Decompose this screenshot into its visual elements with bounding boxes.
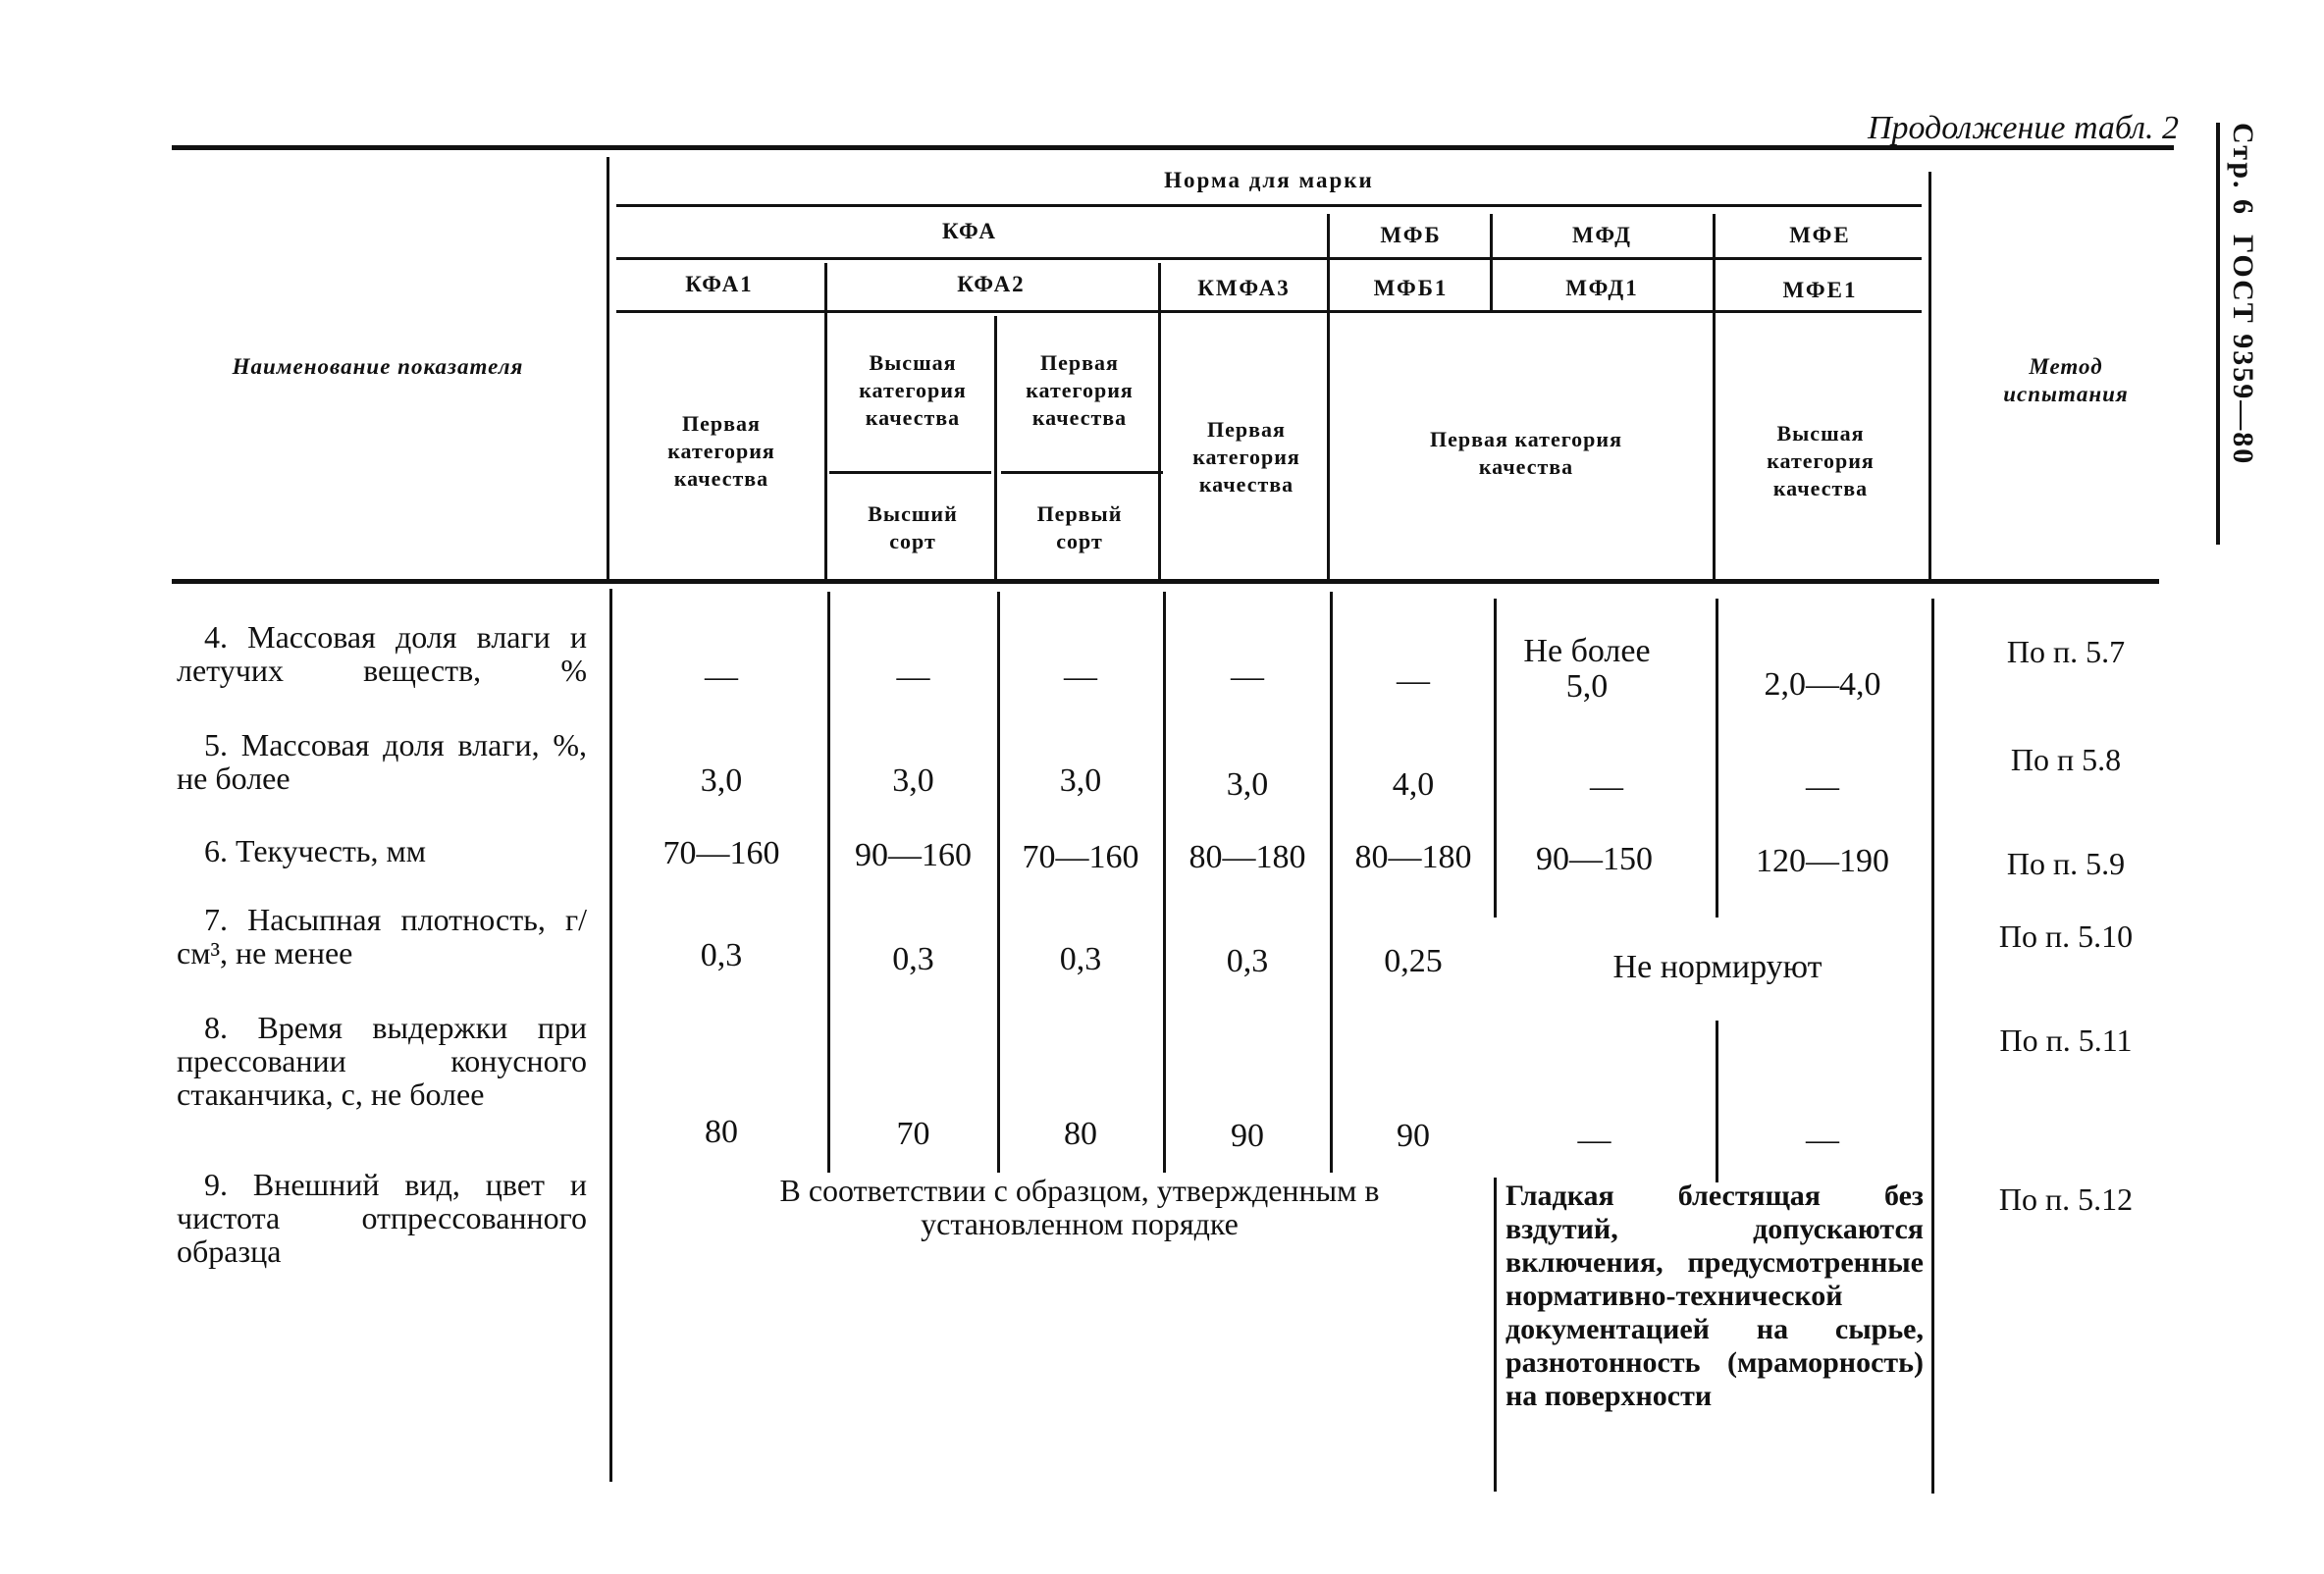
sort-kfa2-higher: Высший сорт — [868, 501, 958, 553]
row-4-value-mfb1: — — [1397, 662, 1430, 699]
row-6-value-mfb1: 80—180 — [1354, 839, 1472, 875]
row-7-name — [177, 903, 587, 970]
row-5-value-kfa2-b: 3,0 — [1059, 762, 1102, 799]
row-6-value-kfa2-b: 70—160 — [1022, 839, 1139, 875]
row-7-name-text: 7. Насыпная плотность, г/см³, не менее — [177, 902, 587, 971]
header-name-column: Наименование показателя — [232, 354, 524, 379]
sort-kfa2-first: Первый сорт — [1036, 501, 1123, 553]
row-6-value-kfa1: 70—160 — [662, 835, 780, 871]
category-kmfa3: Первая категория качества — [1192, 417, 1300, 497]
group-mfe: МФЕ — [1789, 223, 1851, 247]
row-5-name — [177, 728, 587, 795]
row-8-value-kfa2-b: 80 — [1064, 1116, 1097, 1152]
row-5-value-mfb1: 4,0 — [1392, 766, 1435, 803]
row-6-name-text: 6. Текучесть, мм — [204, 833, 426, 868]
row-4-value-mfd1: Не более 5,0 — [1523, 633, 1651, 705]
vline-kmfa3-mfb — [1327, 214, 1330, 579]
vline-mfd-mfe — [1713, 214, 1716, 579]
group-kfa: КФА — [942, 219, 997, 243]
row-9-method: По п. 5.12 — [1998, 1181, 2134, 1217]
row-7-value-kmfa3: 0,3 — [1226, 943, 1269, 979]
row-4-value-kfa2-b: — — [1064, 658, 1097, 695]
body-vline-method — [1931, 599, 1934, 1494]
rule-under-groups — [616, 257, 1922, 260]
category-kfa2-higher: Высшая категория качества — [859, 350, 967, 430]
rule-kfa2-b-split — [1001, 471, 1163, 474]
row-5-value-mfd1: — — [1590, 768, 1623, 805]
vline-name — [607, 157, 609, 579]
row-6-method: По п. 5.9 — [2006, 846, 2126, 881]
row-6-value-mfd1: 90—150 — [1536, 841, 1653, 877]
row-5-value-mfe1: — — [1806, 768, 1839, 805]
body-vline-4 — [1330, 592, 1333, 1173]
mark-mfb1: МФБ1 — [1373, 276, 1449, 300]
row-4-value-kmfa3: — — [1231, 658, 1264, 695]
row-7-value-mfb1: 0,25 — [1384, 943, 1443, 979]
category-kfa1: Первая категория качества — [667, 411, 775, 491]
row-6-value-kfa2-a: 90—160 — [855, 837, 972, 873]
vline-method — [1928, 172, 1931, 579]
rule-under-marks — [616, 310, 1922, 313]
side-standard: ГОСТ 9359—80 — [2227, 235, 2259, 466]
mark-kfa1: КФА1 — [685, 272, 754, 296]
vline-mfb-mfd — [1490, 214, 1493, 312]
row-8-name — [177, 1011, 587, 1111]
body-vline-6-top — [1716, 599, 1718, 918]
row-5-value-kmfa3: 3,0 — [1226, 766, 1269, 803]
mark-kmfa3: КМФА3 — [1197, 276, 1291, 300]
side-page-label — [2226, 123, 2259, 554]
body-vline-name — [609, 589, 612, 1482]
group-mfd: МФД — [1572, 223, 1632, 247]
row-8-value-mfb1: 90 — [1397, 1118, 1430, 1154]
header-method-column: Метод испытания — [2003, 354, 2129, 406]
row-7-method: По п. 5.10 — [1998, 918, 2134, 954]
row-8-value-mfd1: — — [1577, 1122, 1611, 1158]
row-8-value-kmfa3: 90 — [1231, 1118, 1264, 1154]
table-top-rule — [172, 145, 2174, 150]
row-5-method: По п 5.8 — [2010, 742, 2122, 777]
row-4-value-kfa2-a: — — [896, 658, 930, 695]
category-kfa2-first: Первая категория качества — [1026, 350, 1134, 430]
body-vline-3 — [1163, 592, 1166, 1173]
rule-under-norm — [616, 204, 1922, 207]
row-4-name — [177, 620, 587, 687]
row-5-value-kfa1: 3,0 — [700, 762, 743, 799]
row-8-value-kfa1: 80 — [705, 1114, 738, 1150]
row-7-value-kfa2-b: 0,3 — [1059, 941, 1102, 977]
row-6-value-kmfa3: 80—180 — [1188, 839, 1306, 875]
row-9-merged-description: Гладкая блестящая без вздутий, допускаются включения, предусмотренные нормативно-технической документацией на сырье, разнотонность (мраморность) на поверхности — [1505, 1180, 1924, 1412]
row-6-value-mfe1: 120—190 — [1756, 843, 1889, 879]
mark-mfe1: МФЕ1 — [1782, 278, 1858, 302]
vline-kfa2-kmfa3 — [1158, 263, 1161, 579]
header-norm: Норма для марки — [1164, 168, 1374, 192]
row-7-value-kfa1: 0,3 — [700, 937, 743, 973]
row-5-value-kfa2-a: 3,0 — [892, 762, 934, 799]
row-7-value-kfa2-a: 0,3 — [892, 941, 934, 977]
row-8-name-text: 8. Время выдержки при прессовании конусного стаканчика, с, не более — [177, 1010, 587, 1112]
vline-kfa2-split — [994, 316, 997, 579]
body-vline-2 — [997, 592, 1000, 1173]
row-4-value-mfe1: 2,0—4,0 — [1764, 666, 1881, 703]
side-page-number: Стр. 6 — [2227, 123, 2259, 217]
category-mfb-mfd: Первая категория качества — [1430, 427, 1622, 479]
mark-kfa2: КФА2 — [957, 272, 1026, 296]
row-8-value-kfa2-a: 70 — [896, 1116, 930, 1152]
row-4-method: По п. 5.7 — [2006, 634, 2126, 669]
row-6-name — [177, 834, 587, 867]
side-rule — [2216, 123, 2220, 545]
header-bottom-rule — [172, 579, 2159, 584]
body-vline-6-mid — [1716, 1021, 1718, 1182]
body-vline-1 — [827, 592, 830, 1173]
group-mfb: МФБ — [1380, 223, 1442, 247]
vline-kfa1-kfa2 — [824, 263, 827, 579]
row-8-value-mfe1: — — [1806, 1122, 1839, 1158]
row-9-name — [177, 1168, 587, 1268]
row-4-name-text: 4. Массовая доля влаги и летучих веществ, % — [177, 619, 587, 688]
row-7-merged-not-normed: Не нормируют — [1612, 949, 1822, 985]
category-mfe1: Высшая категория качества — [1767, 421, 1875, 500]
row-5-name-text: 5. Массовая доля влаги, %, не более — [177, 727, 587, 796]
row-9-merged-sample: В соответствии с образцом, утвержденным в установленном порядке — [779, 1173, 1380, 1241]
mark-mfd1: МФД1 — [1565, 276, 1639, 300]
row-4-value-kfa1: — — [705, 658, 738, 695]
rule-kfa2-a-split — [829, 471, 991, 474]
body-vline-5-top — [1494, 599, 1497, 918]
continuation-label: Продолжение табл. 2 — [1867, 110, 2179, 146]
row-9-name-text: 9. Внешний вид, цвет и чистота отпрессованного образца — [177, 1167, 587, 1269]
body-vline-5-bot — [1494, 1178, 1497, 1492]
row-8-method: По п. 5.11 — [1999, 1023, 2133, 1058]
